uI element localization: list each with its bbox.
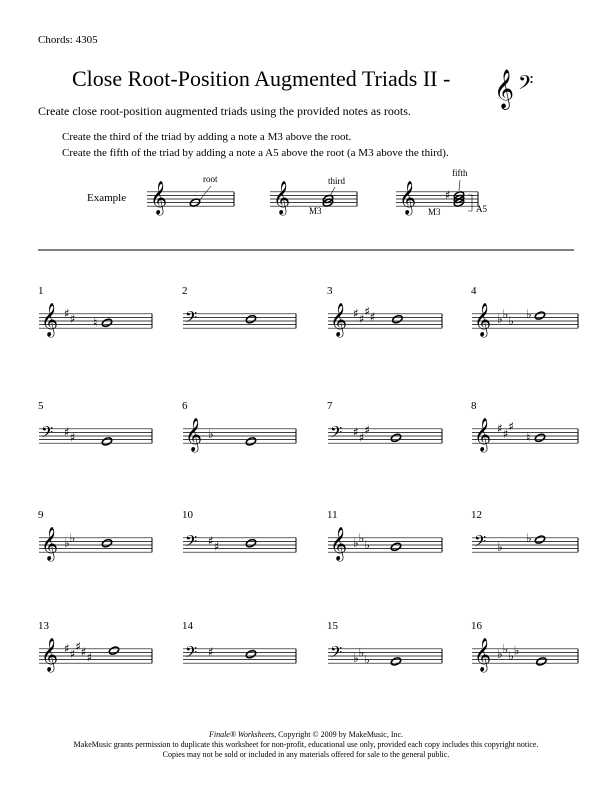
- key-sharp-icon: ♯: [364, 423, 371, 438]
- exercise-number: 10: [182, 509, 193, 521]
- exercise-13: [38, 620, 152, 672]
- key-flat-icon: ♭: [64, 536, 70, 551]
- label-root: root: [203, 174, 218, 184]
- key-sharp-icon: ♯: [69, 646, 76, 661]
- key-flat-icon: ♭: [69, 530, 76, 545]
- whole-note: [392, 314, 404, 324]
- footer-line-1: [0, 730, 612, 740]
- treble-clef-icon: 𝄞: [41, 525, 59, 560]
- bass-clef-icon: 𝄢: [330, 643, 343, 666]
- exercise-number: 2: [182, 285, 188, 297]
- key-sharp-icon: ♯: [86, 650, 93, 665]
- treble-clef-icon: 𝄞: [41, 636, 59, 671]
- key-sharp-icon: ♯: [69, 430, 76, 445]
- key-flat-icon: ♭: [508, 649, 514, 663]
- bass-clef-icon: 𝄢: [185, 643, 198, 666]
- key-flat-icon: ♭: [208, 427, 214, 442]
- key-flat-icon: ♭: [353, 536, 359, 551]
- exercise-16: [471, 620, 578, 672]
- exercise-number: 4: [471, 285, 477, 297]
- example-staff-1: [147, 180, 234, 215]
- whole-note: [245, 538, 257, 548]
- key-flat-icon: ♭: [497, 647, 503, 662]
- exercise-5: [38, 400, 152, 446]
- exercise-number: 14: [182, 620, 193, 632]
- exercise-7: [327, 400, 442, 446]
- footer-line-3: Copies may not be sold or included in any materials offered for sale to the general public.: [162, 750, 450, 759]
- exercise-2: [182, 285, 296, 331]
- treble-clef-icon: 𝄞: [150, 179, 168, 214]
- treble-clef-icon: 𝄞: [273, 179, 291, 214]
- whole-note: [101, 318, 113, 328]
- key-flat-icon: ♭: [497, 539, 503, 554]
- exercise-number: 7: [327, 400, 333, 412]
- key-sharp-icon: ♯: [497, 421, 503, 436]
- exercise-number: 12: [471, 509, 482, 521]
- note-sharp-icon: ♯: [445, 188, 451, 202]
- bass-clef-icon: 𝄢: [330, 423, 343, 446]
- exercise-1: [38, 285, 152, 337]
- whole-note: [245, 314, 257, 324]
- exercise-15: [327, 620, 442, 667]
- key-sharp-icon: ♯: [508, 419, 515, 434]
- whole-note: [390, 656, 402, 666]
- instruction-fifth: Create the fifth of the triad by adding a note a A5 above the root (a M3 above the third).: [62, 147, 449, 159]
- exercise-11: [327, 509, 442, 561]
- exercise-12: [471, 509, 578, 555]
- page-title: Close Root-Position Augmented Triads II -: [72, 66, 451, 91]
- bass-clef-icon: 𝄢: [185, 308, 198, 331]
- note-flat-icon: ♭: [526, 306, 532, 321]
- instruction-subtitle: Create close root-position augmented triads using the provided notes as roots.: [38, 104, 411, 118]
- key-flat-icon: ♭: [502, 641, 509, 656]
- key-sharp-icon: ♯: [64, 641, 70, 656]
- whole-note: [534, 433, 546, 443]
- exercise-6: [182, 400, 296, 452]
- footer-product: Finale® Worksheets: [208, 730, 275, 739]
- treble-clef-icon: 𝄞: [330, 525, 348, 560]
- key-flat-icon: ♭: [508, 314, 514, 328]
- instruction-third: Create the third of the triad by adding a note a M3 above the root.: [62, 131, 352, 143]
- key-flat-icon: ♭: [502, 306, 509, 321]
- whole-note: [534, 311, 546, 321]
- treble-clef-icon: 𝄞: [474, 636, 492, 671]
- key-sharp-icon: ♯: [364, 304, 371, 319]
- exercise-4: [471, 285, 578, 337]
- key-sharp-icon: ♯: [64, 306, 70, 321]
- key-sharp-icon: ♯: [213, 539, 220, 554]
- treble-clef-icon: 𝄞: [474, 416, 492, 451]
- key-flat-icon: ♭: [353, 650, 359, 665]
- label-a5: A5: [476, 204, 487, 214]
- bass-clef-icon: 𝄢: [474, 532, 487, 555]
- whole-note: [101, 538, 113, 548]
- note-natural-icon: ♮: [93, 315, 98, 330]
- bass-clef-icon: 𝄢: [41, 423, 54, 446]
- whole-note: [534, 535, 546, 545]
- exercise-3: [327, 285, 442, 337]
- exercise-number: 13: [38, 620, 49, 632]
- label-m3: M3: [428, 207, 441, 217]
- copyright-footer: [0, 730, 612, 760]
- treble-clef-icon: 𝄞: [41, 301, 59, 336]
- exercise-number: 9: [38, 509, 44, 521]
- exercise-number: 15: [327, 620, 338, 632]
- key-sharp-icon: ♯: [69, 311, 76, 326]
- exercise-number: 5: [38, 400, 44, 412]
- bass-clef-icon: 𝄢: [185, 532, 198, 555]
- treble-clef-icon: 𝄞: [399, 179, 417, 214]
- label-m3: M3: [309, 206, 322, 216]
- key-sharp-icon: ♯: [358, 430, 365, 445]
- exercise-number: 3: [327, 285, 333, 297]
- key-sharp-icon: ♯: [502, 426, 509, 441]
- whole-note: [245, 436, 257, 446]
- key-flat-icon: ♭: [358, 645, 365, 660]
- key-sharp-icon: ♯: [369, 310, 376, 324]
- note-natural-icon: ♮: [526, 430, 531, 445]
- whole-note: [108, 646, 120, 656]
- whole-note: [390, 433, 402, 443]
- whole-note: [536, 656, 548, 666]
- key-sharp-icon: ♯: [64, 425, 70, 439]
- bass-clef-icon: 𝄢: [518, 71, 534, 99]
- exercise-8: [471, 400, 578, 452]
- exercise-number: 6: [182, 400, 188, 412]
- key-sharp-icon: ♯: [75, 639, 82, 654]
- footer-line-2: MakeMusic grants permission to duplicate this worksheet for non-profit, educational use only, provided each copy includes this copyright notice.: [73, 740, 539, 749]
- key-sharp-icon: ♯: [80, 645, 87, 659]
- treble-clef-icon: 𝄞: [474, 301, 492, 336]
- title-clef-icons: [494, 69, 533, 110]
- key-flat-icon: ♭: [497, 312, 503, 327]
- key-sharp-icon: ♯: [208, 534, 214, 548]
- key-sharp-icon: ♯: [353, 425, 359, 439]
- exercise-14: [182, 620, 296, 666]
- worksheet-code: Chords: 4305: [38, 34, 98, 46]
- treble-clef-icon: 𝄞: [185, 416, 203, 451]
- exercise-10: [182, 509, 296, 555]
- treble-clef-icon: 𝄞: [330, 301, 348, 336]
- exercise-number: 11: [327, 509, 338, 521]
- treble-clef-icon: 𝄞: [494, 69, 515, 109]
- key-flat-icon: ♭: [358, 530, 365, 545]
- key-flat-icon: ♭: [364, 538, 370, 552]
- exercise-9: [38, 509, 152, 561]
- key-flat-icon: ♭: [364, 652, 370, 667]
- note-flat-icon: ♭: [526, 530, 532, 545]
- key-sharp-icon: ♯: [358, 311, 365, 326]
- exercise-number: 1: [38, 285, 44, 297]
- example-label: Example: [87, 192, 127, 204]
- label-fifth: fifth: [452, 168, 468, 178]
- exercise-number: 8: [471, 400, 477, 412]
- whole-note: [101, 436, 113, 446]
- label-third: third: [328, 176, 345, 186]
- key-sharp-icon: ♯: [208, 645, 214, 659]
- key-flat-icon: ♭: [513, 643, 520, 658]
- key-sharp-icon: ♯: [353, 306, 359, 321]
- whole-note: [245, 649, 257, 659]
- exercise-number: 16: [471, 620, 482, 632]
- whole-note: [390, 542, 402, 552]
- footer-copyright: , Copyright © 2009 by MakeMusic, Inc.: [274, 730, 404, 739]
